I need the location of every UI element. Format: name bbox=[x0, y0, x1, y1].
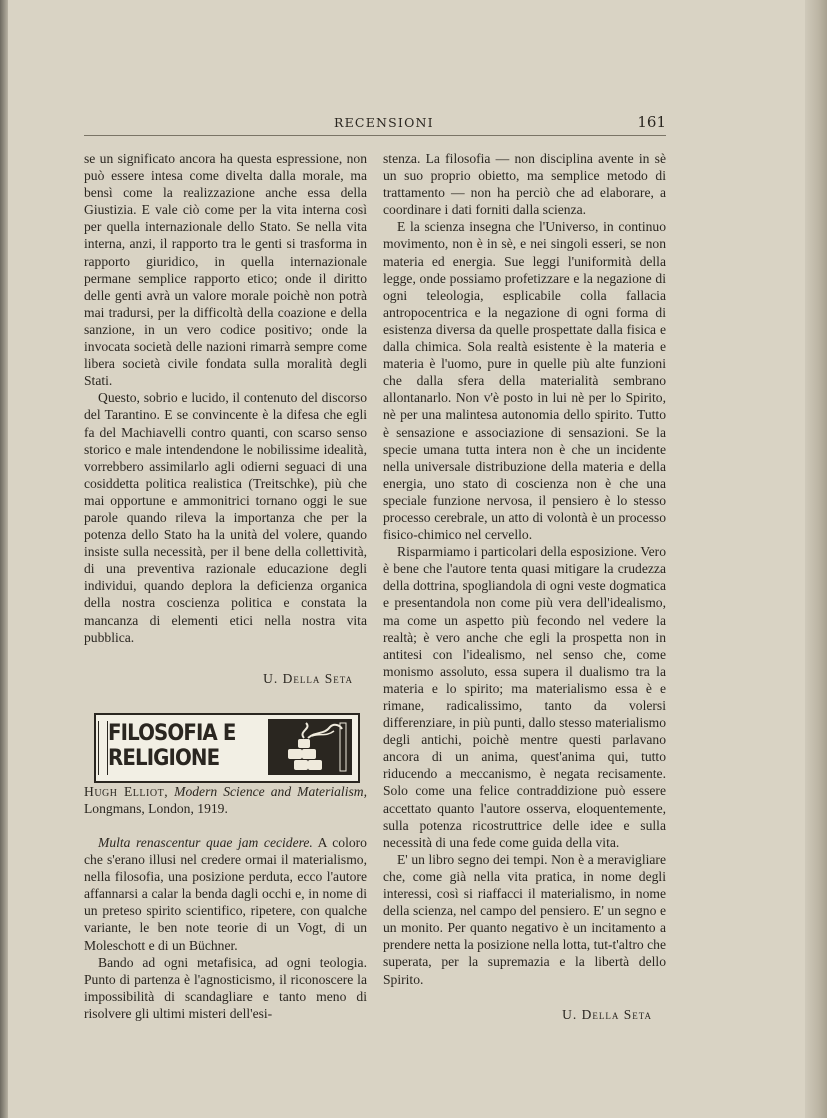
banner-line: FILOSOFIA E bbox=[108, 720, 236, 746]
running-header bbox=[84, 115, 666, 135]
book-author: Hugh Elliot, bbox=[84, 783, 169, 799]
paragraph: E la scienza insegna che l'Universo, in continuo movimento, non è in sè, e nei singoli esseri, se non materia ed energia. Sue leggi l'uniformità della legge, onde possiamo profetizzare e la negazione di ogni teleologia, esplicabile colla fallacia antropocentrica e la negazione di ogni forma di esistenza diversa da quelle prospettate dalla fisica e dalla chimica. Sola realtà esistente è la materia e materia è l'uomo, pure in quelle più alte funzioni che dalla sfera della materialità sembrano allontanarlo. Non v'è posto in lui nè per lo Spirito, nè per una malintesa autonomia dello spirito. Tutto è sensazione e associazione di sensazioni. Se la specie umana tutta intera non è che un incidente nella universale distribuzione della materia e della energia, uno stato di coscienza non è che una speciale funzione nervosa, il pensiero è lo stesso processo cerebrale, un atto di volontà è un processo fisico-chimico nel cervello. bbox=[383, 219, 666, 543]
banner-ornament-left bbox=[98, 721, 108, 775]
paragraph: Bando ad ogni metafisica, ad ogni teologia. Punto di partenza è l'agnosticismo, il riconoscere la impossibilità di scandagliare e tanto meno di risolvere gli ultimi misteri dell'esi- bbox=[84, 954, 367, 1021]
page-edge bbox=[805, 0, 827, 1118]
paragraph: Questo, sobrio e lucido, il contenuto del discorso del Tarantino. E se convincente è la difesa che egli fa del Machiavelli contro quanti, con scarso senso storico e male intendendone le nobilissime idealità, vorrebbero assimilarlo agli odierni seguaci di una cosiddetta politica realistica (Treitschke), più che mai opportune e ammonitrici tornano oggi le sue parole quando rileva la importanza che per la potenza dello Stato ha la unità del volere, quando insiste sulla necessità, per il bene della collettività, di una preventiva razionale educazione degli individui, quando deplora la deficienza organica della nostra coscienza politica e constata la mancanza di elementi etici nella nostra vita pubblica. bbox=[84, 390, 367, 645]
section-title: RECENSIONI bbox=[334, 115, 434, 130]
left-column bbox=[84, 150, 367, 1022]
lamp-icon bbox=[268, 719, 352, 775]
author-signature: U. Della Seta bbox=[562, 1006, 652, 1022]
paragraph: E' un libro segno dei tempi. Non è a meravigliare che, come già nella vita pratica, in nome degli interessi, così si riaffacci il materialismo, in nome della scienza, nel campo del pensiero. E' un segno e un monito. Per quanto negativo è un incitamento a prendere netta la posizione nella lotta, tut-t'altro che superata, per la supremazia e la libertà dello Spirito. bbox=[383, 851, 666, 987]
section-banner bbox=[94, 713, 360, 783]
banner-title bbox=[108, 721, 243, 771]
header-rule bbox=[84, 135, 666, 136]
lamp-illustration bbox=[268, 719, 352, 775]
banner-line: RELIGIONE bbox=[108, 745, 220, 771]
book-citation bbox=[84, 783, 367, 817]
paragraph-text: A coloro che s'erano illusi nel credere ormai il materialismo, nella filosofia, una posizione perduta, ecco l'autore affannarsi a calar la benda dagli occhi e, in nome di un preteso spirito scientifico, ripetere, con qualche variante, le ben note teorie di un Vogt, di un Moleschott e di un Büchner. bbox=[84, 835, 367, 953]
latin-motto: Multa renascentur quae jam cecidere. bbox=[98, 835, 313, 850]
book-publisher: Longmans, London, 1919. bbox=[84, 800, 228, 816]
paragraph: se un significato ancora ha questa espressione, non può essere intesa come divelta dalla morale, ma bensì come la realizzazione anche essa della Giustizia. E vale ciò come per la vita interna così per quella internazionale dello Stato. Se nella vita interna, anzi, il rapporto tra le genti si trasforma in rapporto giuridico, in quella internazionale permane semplice rapporto etico; onde il diritto delle genti avrà un valore morale poichè non potrà mai tradursi, per la difficoltà della coazione e della sanzione, in un vero codice positivo; onde la invocata società delle nazioni rimarrà sempre come libera società civile fondata sulla moralità degli Stati. bbox=[84, 151, 367, 389]
paragraph: Risparmiamo i particolari della esposizione. Vero è bene che l'autore tenta quasi mitigare la crudezza della dottrina, spogliandola di ogni veste dogmatica e presentandola non come più vera dell'idealismo, ma come un aspetto più fecondo nel vedere la realtà; è vero anche che egli la prospetta non in antitesi con l'idealismo, nel senso che, come monismo assoluto, essa supera il dualismo tra la materia e lo spirito; ma materialismo essa è e rimane, radicalissimo, tanto da volersi differenziare, in più punti, dallo stesso materialismo degli antichi, poichè mentre questi parlavano ancora di un anima, quest'anima qui, tutto riducendo a meccanismo, è negata recisamente. Solo come una felice contraddizione può essere accettato quanto l'autore osserva, eloquentemente, sulla potenza ricostruttrice delle idee e sulla necessità di una fede come guida della vita. bbox=[383, 544, 666, 850]
paragraph bbox=[84, 834, 367, 954]
paragraph: stenza. La filosofia — non disciplina avente in sè un suo proprio obietto, ma semplice metodo di trattamento — non ha perciò che ad elaborare, a coordinare i dati forniti dalla scienza. bbox=[383, 151, 666, 218]
book-spine bbox=[0, 0, 8, 1118]
author-signature: U. Della Seta bbox=[263, 670, 353, 686]
right-column bbox=[383, 150, 666, 1023]
page-number: 161 bbox=[637, 113, 666, 131]
book-title: Modern Science and Materialism, bbox=[174, 783, 367, 799]
